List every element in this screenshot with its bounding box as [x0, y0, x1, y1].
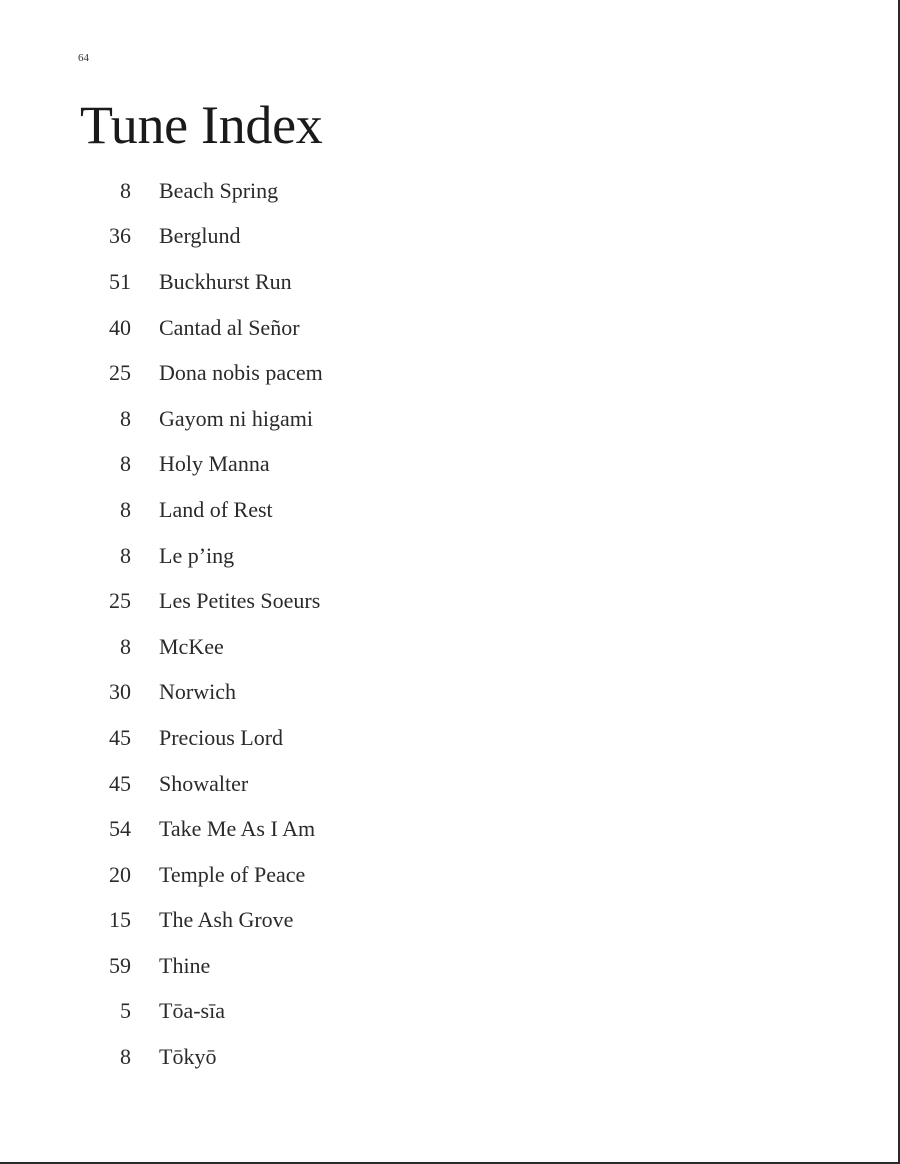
index-page-number: 54: [109, 816, 131, 842]
index-page-number: 45: [109, 724, 131, 750]
index-tune-name: Cantad al Señor: [159, 314, 300, 340]
index-entry: [0, 1034, 600, 1080]
index-entry: [0, 442, 600, 488]
index-tune-name: Berglund: [159, 223, 241, 249]
index-page-number: 8: [120, 177, 131, 203]
index-entry: [0, 761, 600, 807]
index-page-number: 8: [120, 633, 131, 659]
index-page-number: 8: [120, 1044, 131, 1070]
index-tune-name: Temple of Peace: [159, 861, 306, 887]
index-tune-name: Gayom ni higami: [159, 405, 313, 431]
index-page-number: 51: [109, 268, 131, 294]
index-page-number: 40: [109, 314, 131, 340]
index-tune-name: Precious Lord: [159, 724, 284, 750]
index-page-number: 59: [109, 952, 131, 978]
index-entry: [0, 715, 600, 761]
index-tune-name: Le p’ing: [159, 542, 235, 568]
index-tune-name: Holy Manna: [159, 451, 270, 477]
index-entry: [0, 214, 600, 260]
index-tune-name: The Ash Grove: [159, 907, 294, 933]
index-entry: [0, 989, 600, 1035]
index-entry: [0, 168, 600, 214]
tune-index-list: [0, 168, 600, 1080]
index-entry: [0, 624, 600, 670]
index-entry: [0, 852, 600, 898]
index-page-number: 8: [120, 405, 131, 431]
index-page-number: 25: [109, 588, 131, 614]
index-tune-name: Les Petites Soeurs: [159, 588, 321, 614]
index-entry: [0, 487, 600, 533]
index-entry: [0, 670, 600, 716]
index-page-number: 25: [109, 360, 131, 386]
index-entry: [0, 259, 600, 305]
index-tune-name: Beach Spring: [159, 177, 279, 203]
index-tune-name: Thine: [159, 952, 211, 978]
index-tune-name: Tōa-sīa: [159, 998, 225, 1024]
index-page-number: 30: [109, 679, 131, 705]
index-entry: [0, 533, 600, 579]
index-tune-name: Land of Rest: [159, 496, 273, 522]
index-page-number: 36: [109, 223, 131, 249]
index-tune-name: Dona nobis pacem: [159, 360, 323, 386]
index-entry: [0, 350, 600, 396]
index-tune-name: McKee: [159, 633, 224, 659]
index-page-number: 8: [120, 451, 131, 477]
index-entry: [0, 396, 600, 442]
index-page-number: 45: [109, 770, 131, 796]
index-tune-name: Tōkyō: [159, 1044, 217, 1070]
index-page-number: 20: [109, 861, 131, 887]
index-entry: [0, 806, 600, 852]
index-tune-name: Take Me As I Am: [159, 816, 316, 842]
index-entry: [0, 943, 600, 989]
index-entry: [0, 578, 600, 624]
index-tune-name: Buckhurst Run: [159, 268, 292, 294]
page-title: Tune Index: [80, 95, 323, 155]
index-page-number: 5: [120, 998, 131, 1024]
index-page-number: 8: [120, 542, 131, 568]
index-page-number: 8: [120, 496, 131, 522]
index-tune-name: Norwich: [159, 679, 236, 705]
index-entry: [0, 305, 600, 351]
index-entry: [0, 898, 600, 944]
index-tune-name: Showalter: [159, 770, 249, 796]
index-page-number: 15: [109, 907, 131, 933]
page-number: 64: [78, 52, 89, 64]
